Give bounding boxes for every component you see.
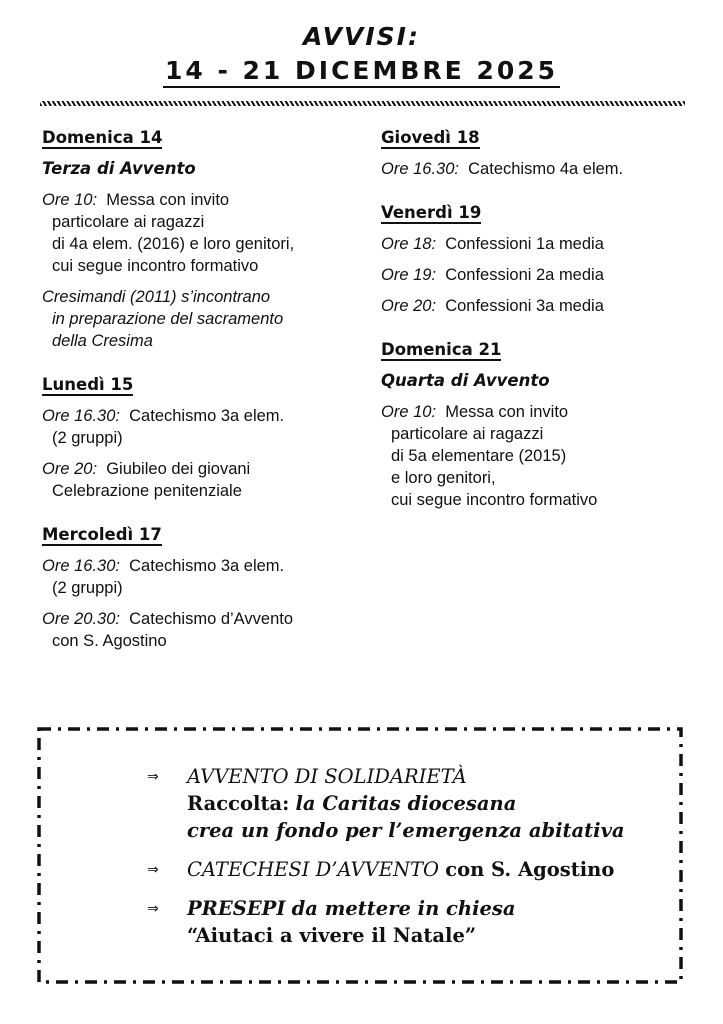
event-item	[381, 264, 711, 286]
event-text: e loro genitori,	[391, 469, 496, 487]
event-text: di 4a elem. (2016) e loro genitori,	[52, 235, 295, 253]
day-section-giovedi-18	[381, 128, 711, 180]
note-text: in preparazione del sacramento	[52, 310, 284, 328]
event-text: Messa con invito	[445, 403, 569, 421]
day-section-mercoledi-17	[42, 525, 372, 652]
day-heading: Domenica 14	[42, 128, 163, 147]
event-time: Ore 18:	[381, 235, 437, 253]
event-text: Catechismo 4a elem.	[468, 160, 624, 178]
event-item	[381, 295, 711, 317]
day-heading: Lunedì 15	[42, 375, 134, 394]
day-heading: Domenica 21	[381, 340, 502, 359]
event-text: con S. Agostino	[52, 632, 167, 650]
note-text: della Cresima	[52, 332, 153, 350]
announcement-text: con S. Agostino	[445, 858, 615, 881]
day-section-domenica-14	[42, 128, 372, 352]
event-time: Ore 20:	[381, 297, 437, 315]
day-heading: Giovedì 18	[381, 128, 480, 147]
event-text: Confessioni 2a media	[445, 266, 604, 284]
event-text: Messa con invito	[106, 191, 230, 209]
event-time: Ore 10:	[42, 191, 98, 209]
day-section-venerdi-19	[381, 203, 711, 317]
event-text: Catechismo d’Avvento	[129, 610, 294, 628]
announcement-title: PRESEPI	[187, 897, 286, 920]
event-time: Ore 10:	[381, 403, 437, 421]
note-text: Cresimandi (2011) s’incontrano	[42, 288, 271, 306]
event-text: Catechismo 3a elem.	[129, 407, 285, 425]
announcement-title: AVVENTO DI SOLIDARIETÀ	[187, 765, 467, 788]
event-time: Ore 16.30:	[381, 160, 459, 178]
event-item	[42, 189, 372, 277]
arrow-icon: ⇒	[147, 901, 159, 917]
announcement-text: la Caritas diocesana	[295, 792, 517, 815]
event-time: Ore 16.30:	[42, 407, 120, 425]
day-subtitle: Quarta di Avvento	[381, 371, 550, 390]
event-text: particolare ai ragazzi	[391, 425, 544, 443]
event-item	[381, 233, 711, 255]
event-time: Ore 19:	[381, 266, 437, 284]
announcement-item	[147, 763, 667, 844]
event-item	[381, 401, 711, 511]
announcement-title: CATECHESI D’AVVENTO	[187, 858, 439, 881]
event-text: di 5a elementare (2015)	[391, 447, 567, 465]
announcement-text: crea un fondo per l’emergenza abitativa	[187, 819, 625, 842]
day-section-domenica-21	[381, 340, 711, 511]
event-text: cui segue incontro formativo	[391, 491, 598, 509]
date-range: 14 - 21 DICEMBRE 2025	[163, 56, 560, 88]
event-time: Ore 20:	[42, 460, 98, 478]
decorative-divider	[40, 101, 685, 106]
event-text: particolare ai ragazzi	[52, 213, 205, 231]
event-text: Giubileo dei giovani	[106, 460, 251, 478]
event-text: (2 gruppi)	[52, 579, 123, 597]
event-note	[42, 286, 372, 352]
event-text: Confessioni 1a media	[445, 235, 604, 253]
day-heading: Mercoledì 17	[42, 525, 162, 544]
announcement-quote: “Aiutaci a vivere il Natale”	[187, 924, 477, 947]
announcement-list	[147, 763, 667, 961]
left-column	[42, 128, 372, 661]
event-item	[42, 608, 372, 652]
event-item	[381, 158, 711, 180]
event-item	[42, 458, 372, 502]
right-column	[381, 128, 711, 520]
day-section-lunedi-15	[42, 375, 372, 502]
announcement-item	[147, 895, 667, 949]
event-time: Ore 20.30:	[42, 610, 120, 628]
announcement-box	[37, 727, 683, 984]
announcement-item	[147, 856, 667, 883]
page-title: AVVISI:	[303, 22, 420, 51]
event-time: Ore 16.30:	[42, 557, 120, 575]
arrow-icon: ⇒	[147, 862, 159, 878]
event-text: Catechismo 3a elem.	[129, 557, 285, 575]
event-item	[42, 555, 372, 599]
event-text: Celebrazione penitenziale	[52, 482, 242, 500]
date-range-heading	[0, 56, 723, 90]
arrow-icon: ⇒	[147, 769, 159, 785]
announcement-label: Raccolta:	[187, 792, 290, 815]
day-subtitle: Terza di Avvento	[42, 159, 196, 178]
event-text: (2 gruppi)	[52, 429, 123, 447]
event-item	[42, 405, 372, 449]
announcement-text: da mettere in chiesa	[291, 897, 516, 920]
event-text: cui segue incontro formativo	[52, 257, 259, 275]
event-text: Confessioni 3a media	[445, 297, 604, 315]
day-heading: Venerdì 19	[381, 203, 482, 222]
